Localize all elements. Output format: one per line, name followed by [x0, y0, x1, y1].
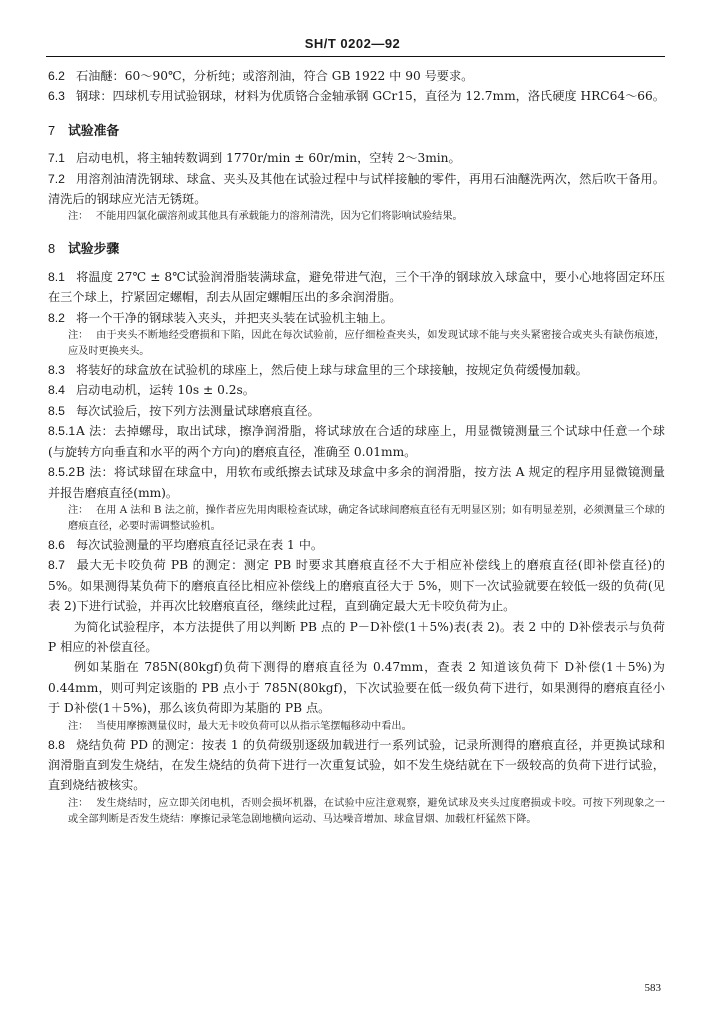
- clause-number: 8.2: [48, 310, 65, 325]
- clause-text: 当使用摩擦测量仪时，最大无卡咬负荷可以从指示笔摆幅移动中看出。: [96, 720, 412, 732]
- clause-paragraph: [48, 462, 665, 503]
- clause-text: 不能用四氯化碳溶剂或其他具有承载能力的溶剂清洗，因为它们将影响试验结果。: [96, 211, 463, 223]
- clause-text: 例如某脂在 785N(80kgf)负荷下测得的磨痕直径为 0.47mm，查表 2 知道该负荷下 D补偿(1＋5%)为 0.44mm，则可判定该脂的 PB 点小于 785N(80kgf)，下次试验要在低一级负荷下进行，如果测得的磨痕直径小于 D补偿(1＋5%)，那么该负荷即为某脂的 PB 点。: [48, 660, 665, 716]
- clause-text: 启动电动机，运转 10s ± 0.2s。: [76, 383, 255, 398]
- clause-text: 最大无卡咬负荷 PB 的测定：测定 PB 时要求其磨痕直径不大于相应补偿线上的磨痕直径(即补偿直径)的 5%。如果测得某负荷下的磨痕直径比相应补偿线上的磨痕直径大于 5%，则下一次试验就要在较低一级的负荷(见表 2)下进行试验，并再次比较磨痕直径，继续此过程，直到确定最大无卡咬负荷为止。: [48, 558, 665, 614]
- clause-text: 每次试验后，按下列方法测量试球磨痕直径。: [76, 403, 320, 418]
- clause-text: 钢球：四球机专用试验钢球，材料为优质铬合金轴承钢 GCr15，直径为 12.7mm，洛氏硬度 HRC64～66。: [76, 89, 665, 104]
- clause-number: 8: [48, 241, 56, 257]
- clause-text: 将一个干净的钢球装入夹头，并把夹头装在试验机主轴上。: [76, 310, 393, 325]
- clause-paragraph: [48, 308, 665, 328]
- note-paragraph: [48, 503, 665, 535]
- clause-number: 6.2: [48, 69, 65, 83]
- note-paragraph: [48, 796, 665, 828]
- clause-paragraph: [48, 86, 665, 106]
- clause-paragraph: [48, 66, 665, 86]
- document-body: [48, 66, 665, 828]
- clause-number: 7: [48, 122, 56, 138]
- clause-paragraph: [48, 360, 665, 380]
- clause-number: 8.7: [48, 558, 65, 573]
- note-paragraph: [48, 328, 665, 360]
- clause-text: 由于夹头不断地经受磨损和下陷，因此在每次试验前，应仔细检查夹头，如发现试球不能与夹头紧密接合或夹头有缺伤痕迹，应及时更换夹头。: [68, 330, 665, 358]
- clause-paragraph: [48, 401, 665, 421]
- clause-text: B 法：将试球留在球盒中，用软布或纸擦去试球及球盒中多余的润滑脂，按方法 A 规定的程序用显微镜测量并报告磨痕直径(mm)。: [48, 465, 665, 500]
- clause-text: 每次试验测量的平均磨痕直径记录在表 1 中。: [76, 537, 324, 552]
- clause-text: 启动电机，将主轴转数调到 1770r/min ± 60r/min，空转 2～3min。: [76, 151, 461, 166]
- clause-text: A 法：去掉螺母，取出试球，擦净润滑脂，将试球放在合适的球座上，用显微镜测量三个试球中任意一个球(与旋转方向垂直和水平的两个方向)的磨痕直径，准确至 0.01mm。: [48, 424, 665, 459]
- clause-paragraph: [48, 380, 665, 400]
- clause-paragraph: [48, 148, 665, 168]
- clause-text: 将温度 27℃ ± 8℃试验润滑脂装满球盒，避免带进气泡，三个干净的钢球放入球盒中，要小心地将固定环压在三个球上，拧紧固定螺帽，刮去从固定螺帽压出的多余润滑脂。: [48, 269, 665, 305]
- clause-text: 试验步骤: [68, 242, 120, 258]
- clause-number: 注：: [68, 720, 89, 732]
- clause-text: 试验准备: [68, 123, 120, 139]
- clause-paragraph: [48, 535, 665, 555]
- clause-number: 注：: [68, 330, 89, 342]
- clause-number: 8.3: [48, 363, 65, 378]
- clause-number: 7.1: [48, 151, 65, 166]
- note-paragraph: [48, 209, 665, 225]
- clause-number: 8.1: [48, 269, 65, 284]
- clause-paragraph: [48, 657, 665, 718]
- note-paragraph: [48, 719, 665, 735]
- document-code-header: SH/T 0202—92: [304, 36, 401, 51]
- page-number: 583: [644, 982, 661, 994]
- clause-text: 将装好的球盒放在试验机的球座上，然后使上球与球盒里的三个球接触，按规定负荷缓慢加载。: [76, 363, 588, 378]
- clause-number: 注：: [68, 504, 89, 516]
- section-heading: [48, 239, 665, 260]
- clause-number: 8.4: [48, 383, 65, 398]
- clause-text: 为简化试验程序，本方法提供了用以判断 PB 点的 P－D补偿(1＋5%)表(表 2)。表 2 中的 D补偿表示与负荷 P 相应的补偿直径。: [48, 619, 665, 654]
- clause-paragraph: [48, 555, 665, 616]
- clause-number: 8.8: [48, 737, 65, 752]
- clause-text: 石油醚：60～90℃，分析纯；或溶剂油，符合 GB 1922 中 90 号要求。: [76, 69, 474, 83]
- section-heading: [48, 121, 665, 142]
- clause-text: 在用 A 法和 B 法之前，操作者应先用肉眼检查试球，确定各试球间磨痕直径有无明显区别；如有明显差别，必须测量三个球的磨痕直径，必要时需调整试验机。: [68, 504, 665, 532]
- clause-number: 注：: [68, 211, 89, 223]
- clause-paragraph: [48, 735, 665, 796]
- clause-text: 发生烧结时，应立即关闭电机，否则会损坏机器，在试验中应注意观察，避免试球及夹头过度磨损或卡咬。可按下列现象之一或全部判断是否发生烧结：摩擦记录笔急剧地横向运动、马达噪音增加、球盒冒烟、加载杠杆猛然下降。: [68, 797, 665, 825]
- clause-paragraph: [48, 169, 665, 210]
- clause-number: 7.2: [48, 171, 65, 186]
- clause-paragraph: [48, 421, 665, 462]
- clause-number: 8.5.1: [48, 424, 76, 439]
- clause-number: 6.3: [48, 89, 65, 104]
- clause-text: 烧结负荷 PD 的测定：按表 1 的负荷级别逐级加载进行一系列试验，记录所测得的磨痕直径，并更换试球和润滑脂直到发生烧结，在发生烧结的负荷下进行一次重复试验，如不发生烧结就在下一级较高的负荷下进行试验，直到烧结被核实。: [48, 737, 665, 793]
- clause-number: 注：: [68, 797, 89, 809]
- header-rule: [46, 56, 665, 57]
- clause-number: 8.6: [48, 537, 65, 552]
- clause-number: 8.5.2: [48, 465, 76, 480]
- clause-number: 8.5: [48, 403, 65, 418]
- clause-paragraph: [48, 267, 665, 308]
- clause-text: 用溶剂油清洗钢球、球盒、夹头及其他在试验过程中与试样接触的零件，再用石油醚洗两次，然后吹干备用。清洗后的钢球应光洁无锈斑。: [48, 171, 665, 207]
- clause-paragraph: [48, 617, 665, 658]
